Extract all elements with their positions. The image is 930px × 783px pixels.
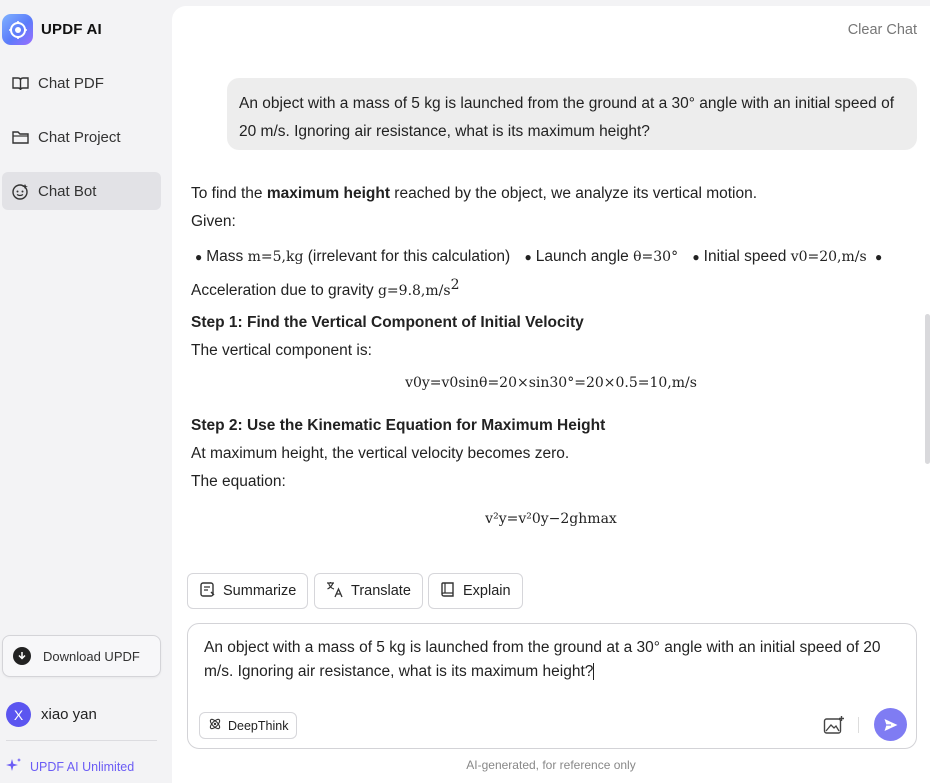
updf-ai-logo-icon <box>2 14 33 45</box>
step2-text-2: The equation: <box>191 473 286 490</box>
message-input[interactable]: An object with a mass of 5 kg is launched from the ground at a 30° angle with an initial speed of 20 m/s. Ignoring air resistance, what is its maximum height? <box>204 639 881 680</box>
unlimited-label: UPDF AI Unlimited <box>30 759 135 774</box>
updf-ai-unlimited-link[interactable] <box>6 758 134 775</box>
sparkle-icon <box>6 758 22 775</box>
send-button[interactable] <box>874 708 907 741</box>
composer-divider <box>858 717 859 733</box>
send-icon <box>883 717 899 733</box>
chat-panel <box>172 6 930 783</box>
explain-button[interactable] <box>428 573 523 609</box>
user-name: xiao yan <box>41 706 97 723</box>
image-upload-icon[interactable] <box>822 713 846 737</box>
step2-title: Step 2: Use the Kinematic Equation for Maximum Height <box>191 417 606 434</box>
sidebar-item-label: Chat PDF <box>38 74 104 92</box>
download-updf-button[interactable] <box>2 635 161 677</box>
atom-icon <box>208 717 222 734</box>
translate-label: Translate <box>351 583 411 599</box>
folder-icon <box>11 128 29 146</box>
answer-intro: To find the maximum height reached by the object, we analyze its vertical motion. <box>191 185 758 202</box>
sidebar <box>0 0 168 783</box>
step2-equation: v²y=v²0y−2ghmax <box>485 511 617 527</box>
summarize-label: Summarize <box>223 583 297 599</box>
brand-name: UPDF AI <box>41 21 102 38</box>
book-open-icon <box>11 74 29 92</box>
step2-text-1: At maximum height, the vertical velocity becomes zero. <box>191 445 570 462</box>
explain-label: Explain <box>463 583 511 599</box>
summarize-button[interactable] <box>187 573 308 609</box>
sidebar-item-label: Chat Project <box>38 128 121 146</box>
message-composer[interactable] <box>187 623 917 749</box>
given-list-line-2: Acceleration due to gravity $g=9.8,m/s^2$ <box>191 277 460 300</box>
sidebar-item-chat-bot[interactable] <box>2 172 161 210</box>
footer-disclaimer: AI-generated, for reference only <box>466 758 636 772</box>
clear-chat-button[interactable]: Clear Chat <box>847 22 917 38</box>
translate-icon <box>326 581 344 602</box>
sidebar-item-label: Chat Bot <box>38 182 97 200</box>
text-caret <box>593 663 594 680</box>
translate-button[interactable] <box>314 573 423 609</box>
brand[interactable] <box>2 14 102 45</box>
download-icon <box>13 647 31 665</box>
given-list-line-1: ● Mass m=5,kg (irrelevant for this calculation) ● Launch angle θ=30° ● Initial speed v0=20,m/s ● <box>195 248 883 265</box>
answer-given: Given: <box>191 213 236 230</box>
sidebar-divider <box>6 740 157 741</box>
step1-equation: v0y=v0sinθ=20×sin30°=20×0.5=10,m/s <box>405 375 697 391</box>
step1-title: Step 1: Find the Vertical Component of Initial Velocity <box>191 314 584 331</box>
sidebar-item-chat-project[interactable] <box>2 118 161 156</box>
user-profile[interactable] <box>6 702 97 727</box>
book-icon <box>440 581 456 602</box>
download-label: Download UPDF <box>43 648 140 664</box>
bot-icon <box>11 182 29 200</box>
step1-text: The vertical component is: <box>191 342 372 359</box>
deepthink-label: DeepThink <box>228 718 289 733</box>
sidebar-item-chat-pdf[interactable] <box>2 64 161 102</box>
avatar: X <box>6 702 31 727</box>
user-message-bubble: An object with a mass of 5 kg is launched from the ground at a 30° angle with an initial speed of 20 m/s. Ignoring air resistance, what is its maximum height? <box>227 78 917 150</box>
chat-scrollbar[interactable] <box>925 314 930 464</box>
summarize-icon <box>199 581 216 602</box>
deepthink-toggle[interactable] <box>199 712 297 739</box>
